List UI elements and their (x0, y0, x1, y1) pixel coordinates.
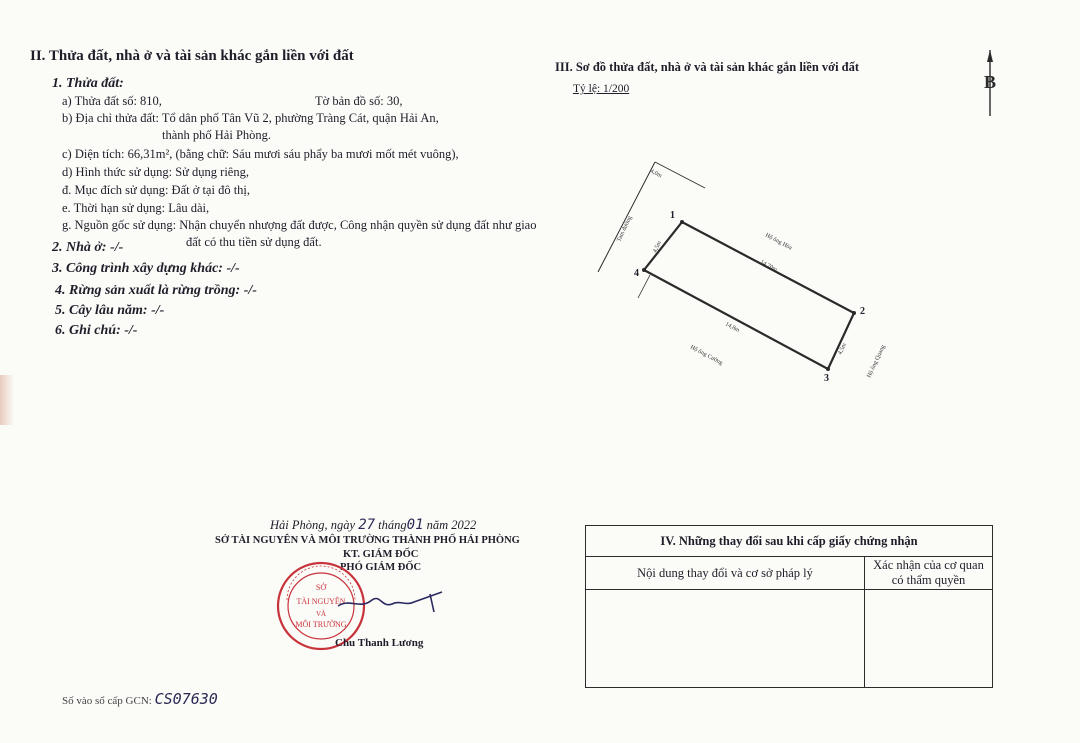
usage-term: e. Thời hạn sử dụng: Lâu dài, (62, 201, 210, 215)
signing-month: 01 (406, 517, 424, 533)
agency-name: SỞ TÀI NGUYÊN VÀ MÔI TRƯỜNG THÀNH PHỐ HẢI PHÒNG (215, 535, 520, 546)
signature-icon (330, 580, 450, 620)
section2-title: II. Thửa đất, nhà ở và tài sản khác gắn liền với đất (30, 48, 354, 64)
point-label-3: 3 (824, 373, 829, 384)
empty-change-cell (586, 590, 865, 688)
corner-2 (852, 311, 856, 315)
dim-right: 4,5m (837, 342, 848, 356)
seal-text-4: MÔI TRƯỜNG (295, 620, 347, 629)
house-item: 2. Nhà ở: -/- (52, 240, 124, 255)
land-heading: 1. Thửa đất: (52, 76, 124, 91)
registry-number: CS07630 (154, 690, 218, 708)
point-label-4: 4 (634, 268, 639, 279)
seal-text-2: TÀI NGUYÊN (296, 597, 346, 606)
usage-purpose: đ. Mục đích sử dụng: Đất ở tại đô thị, (62, 183, 251, 197)
neighbor-top: Hộ ông Hòa (764, 232, 793, 252)
deputy-director: PHÓ GIÁM ĐỐC (340, 562, 422, 573)
seal-text-1: SỞ (315, 583, 327, 592)
dim-bottom-long: 14,8m (724, 321, 741, 334)
left-extension-line (638, 275, 650, 298)
forest-item: 4. Rừng sản xuất là rừng trồng: -/- (55, 283, 257, 298)
construction-item: 3. Công trình xây dựng khác: -/- (52, 261, 240, 276)
col-change-content: Nội dung thay đổi và cơ sở pháp lý (586, 557, 865, 590)
signing-year: năm 2022 (426, 518, 477, 532)
section3-title: III. Sơ đồ thửa đất, nhà ở và tài sản khác gắn liền với đất (555, 60, 860, 74)
dim-top-width: 4,0m (649, 168, 663, 180)
perennial-item: 5. Cây lâu năm: -/- (55, 303, 165, 318)
corner-1 (680, 220, 684, 224)
col-authority-confirmation (865, 557, 993, 590)
neighbor-right: Hộ ông Quang (866, 344, 887, 379)
diagram-scale: Tỷ lệ: 1/200 (573, 83, 630, 95)
signing-place: Hải Phòng, ngày (270, 518, 356, 532)
signing-day: 27 (358, 517, 376, 533)
address-line1: b) Địa chỉ thửa đất: Tổ dân phố Tân Vũ 2, phường Tràng Cát, quận Hải An, (62, 111, 439, 125)
top-width-line (655, 162, 705, 188)
parcel-outline (644, 222, 854, 369)
signing-month-label: tháng (378, 518, 407, 532)
col2-line2: có thẩm quyền (891, 573, 966, 587)
seal-text-3: VÀ (315, 610, 327, 618)
col2-line1: Xác nhận của cơ quan (873, 558, 984, 572)
scan-edge-shadow (0, 375, 14, 425)
neighbor-road: Tam đường (616, 215, 634, 243)
section4-title: IV. Những thay đổi sau khi cấp giấy chứng nhận (586, 526, 993, 557)
north-arrow-icon (975, 48, 1005, 118)
north-letter: B (983, 72, 997, 92)
registry-number-row (62, 690, 218, 708)
usage-origin-line1: g. Nguồn gốc sử dụng: Nhận chuyển nhượng đất được, Công nhận quyền sử dụng đất như giao (62, 218, 537, 232)
changes-table (585, 525, 993, 688)
point-label-2: 2 (860, 306, 865, 317)
signing-date (270, 517, 476, 533)
parcel-number: a) Thửa đất số: 810, (62, 94, 162, 108)
point-label-1: 1 (670, 210, 675, 221)
dim-left: 4,5m (652, 240, 663, 254)
dim-top-long: 14,70m (759, 259, 778, 274)
land-area: c) Diện tích: 66,31m², (bằng chữ: Sáu mươi sáu phẩy ba mươi mốt mét vuông), (62, 147, 459, 161)
empty-confirmation-cell (865, 590, 993, 688)
registry-label: Số vào sổ cấp GCN: (62, 695, 152, 707)
usage-form: d) Hình thức sử dụng: Sử dụng riêng, (62, 165, 249, 179)
parcel-diagram (590, 150, 910, 400)
usage-origin-line2: đất có thu tiền sử dụng đất. (186, 235, 322, 249)
neighbor-bottom: Hộ ông Cường (689, 344, 724, 367)
map-sheet-number: Tờ bản đồ số: 30, (315, 94, 403, 108)
note-item: 6. Ghi chú: -/- (55, 323, 138, 338)
kt-director: KT. GIÁM ĐỐC (343, 549, 419, 560)
corner-3 (826, 367, 830, 371)
corner-4 (642, 268, 646, 272)
address-line2: thành phố Hải Phòng. (162, 128, 272, 142)
signer-name: Chu Thanh Lương (335, 637, 424, 649)
